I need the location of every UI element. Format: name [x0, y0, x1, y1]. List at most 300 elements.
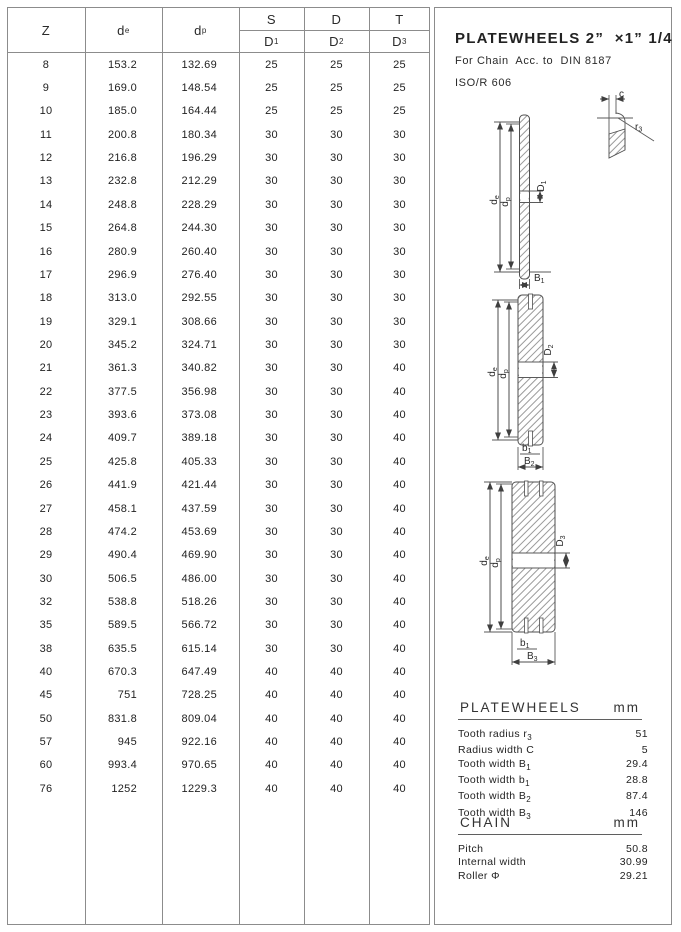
table-cell: 40 [393, 619, 406, 632]
spec-title: PLATEWHEELS [460, 700, 581, 715]
table-cell: 458.1 [107, 502, 137, 515]
table-cell: 538.8 [107, 595, 137, 608]
table-row [7, 730, 430, 753]
table-cell: 57 [39, 736, 53, 749]
table-cell: 280.9 [107, 245, 137, 258]
table-cell: 16 [39, 245, 53, 258]
triplex-sprocket-diagram [445, 475, 645, 680]
table-cell: 196.29 [181, 152, 217, 165]
table-cell: 40 [330, 736, 343, 749]
dp-dimension [490, 484, 512, 629]
table-cell: 40 [330, 712, 343, 725]
table-cell: 292.55 [181, 292, 217, 305]
table-cell: 30 [330, 268, 343, 281]
table-cell: 9 [42, 82, 50, 95]
table-cell: 40 [330, 782, 343, 795]
spec-row [458, 870, 648, 883]
table-cell: 30 [265, 409, 278, 422]
dim-label-dp: $d_p$ [490, 558, 502, 568]
table-cell: 40 [393, 689, 406, 702]
table-cell: 20 [39, 338, 53, 351]
table-cell: 38 [39, 642, 53, 655]
table-cell: 647.49 [181, 666, 217, 679]
table-cell: 30 [393, 198, 406, 211]
table-cell: 30 [330, 642, 343, 655]
column-header-d3: D 3 [392, 33, 407, 49]
table-cell: 25 [393, 82, 406, 95]
spec-unit: mm [613, 700, 640, 715]
table-row [7, 287, 430, 310]
table-row [7, 123, 430, 146]
column-header-d: D [331, 11, 342, 27]
table-row [7, 590, 430, 613]
table-cell: 40 [265, 666, 278, 679]
table-cell: 13 [39, 175, 53, 188]
table-row [7, 310, 430, 333]
table-cell: 409.7 [107, 432, 137, 445]
table-cell: 60 [39, 759, 53, 772]
table-cell: 25 [393, 105, 406, 118]
table-cell: 30 [330, 432, 343, 445]
table-cell: 185.0 [107, 105, 137, 118]
tooth-detail [597, 89, 654, 158]
table-cell: 30 [265, 268, 278, 281]
table-cell: 324.71 [181, 338, 217, 351]
table-cell: 76 [39, 782, 53, 795]
spec-label: Tooth width $b_1$ [458, 774, 530, 789]
table-cell: 15 [39, 222, 53, 235]
table-cell: 361.3 [107, 362, 137, 375]
table-cell: 40 [393, 479, 406, 492]
table-cell: 40 [393, 432, 406, 445]
table-cell: 30 [330, 362, 343, 375]
table-cell: 30 [330, 198, 343, 211]
dim-label-b3-cap: $B_3$ [527, 651, 538, 663]
table-row [7, 76, 430, 99]
table-cell: 30 [393, 292, 406, 305]
table-cell: 24 [39, 432, 53, 445]
chain-spec-header [458, 815, 642, 835]
column-header-d2: D 2 [329, 33, 344, 49]
table-cell: 30 [265, 152, 278, 165]
table-cell: 30 [393, 338, 406, 351]
table-cell: 751 [117, 689, 137, 702]
page-title: PLATEWHEELS 2” ×1” 1/4 [455, 30, 673, 47]
table-cell: 228.29 [181, 198, 217, 211]
table-cell: 30 [265, 315, 278, 328]
table-cell: 40 [330, 759, 343, 772]
table-cell: 19 [39, 315, 53, 328]
spec-label: Tooth width $B_1$ [458, 757, 532, 772]
table-cell: 40 [330, 689, 343, 702]
table-cell: 30 [39, 572, 53, 585]
table-cell: 180.34 [181, 128, 217, 141]
table-cell: 30 [330, 245, 343, 258]
table-row [7, 684, 430, 707]
table-cell: 377.5 [107, 385, 137, 398]
table-cell: 216.8 [107, 152, 137, 165]
table-cell: 30 [330, 619, 343, 632]
table-cell: 40 [393, 502, 406, 515]
table-row [7, 544, 430, 567]
table-cell: 30 [330, 338, 343, 351]
table-cell: 212.29 [181, 175, 217, 188]
table-cell: 148.54 [181, 82, 217, 95]
table-cell: 313.0 [107, 292, 137, 305]
table-cell: 40 [393, 642, 406, 655]
column-header-z: Z [41, 22, 51, 38]
table-row [7, 403, 430, 426]
table-cell: 232.8 [107, 175, 137, 188]
table-row [7, 473, 430, 496]
bore-dimension [555, 535, 567, 568]
table-cell: 30 [393, 222, 406, 235]
table-cell: 40 [393, 712, 406, 725]
table-cell: 30 [330, 222, 343, 235]
table-cell: 425.8 [107, 455, 137, 468]
dim-label-c: c [619, 89, 624, 100]
column-header-s: S [266, 11, 277, 27]
table-cell: 17 [39, 268, 53, 281]
table-cell: 40 [393, 666, 406, 679]
table-cell: 30 [330, 409, 343, 422]
dim-label-b1-cap: $B_1$ [534, 273, 545, 285]
table-cell: 30 [265, 549, 278, 562]
table-cell: 30 [265, 222, 278, 235]
table-cell: 30 [265, 175, 278, 188]
dim-label-de: $d_e$ [487, 367, 499, 377]
table-cell: 8 [42, 58, 50, 71]
table-cell: 30 [265, 198, 278, 211]
column-header-dp: d p [194, 22, 207, 38]
table-cell: 441.9 [107, 479, 137, 492]
spec-value: 87.4 [625, 790, 648, 803]
column-header-t: T [395, 11, 404, 27]
table-cell: 45 [39, 689, 53, 702]
dim-label-r3: r3 [635, 122, 643, 134]
table-cell: 30 [330, 595, 343, 608]
table-cell: 589.5 [107, 619, 137, 632]
spec-value: 51 [635, 728, 648, 740]
table-cell: 30 [265, 642, 278, 655]
table-cell: 30 [330, 292, 343, 305]
de-dimension [489, 122, 520, 272]
table-cell: 260.40 [181, 245, 217, 258]
table-cell: 23 [39, 409, 53, 422]
spec-row [458, 728, 648, 744]
table-row [7, 146, 430, 169]
spec-row [458, 843, 648, 856]
spec-label: Tooth width $B_3$ [458, 806, 532, 821]
table-cell: 970.65 [181, 759, 217, 772]
dim-label-de: $d_e$ [489, 195, 501, 205]
table-cell: 356.98 [181, 385, 217, 398]
dim-label-dp: $d_p$ [498, 369, 510, 379]
table-cell: 329.1 [107, 315, 137, 328]
spec-value: 29.21 [619, 869, 648, 882]
table-cell: 30 [265, 525, 278, 538]
duplex-sprocket-diagram [445, 290, 645, 482]
table-cell: 25 [39, 455, 53, 468]
table-cell: 469.90 [181, 549, 217, 562]
table-body [7, 53, 430, 801]
table-cell: 200.8 [107, 128, 137, 141]
table-row [7, 520, 430, 543]
table-cell: 670.3 [107, 666, 137, 679]
table-cell: 405.33 [181, 455, 217, 468]
table-cell: 40 [393, 572, 406, 585]
platewheels-spec-rows [458, 728, 650, 823]
table-row [7, 427, 430, 450]
table-cell: 40 [265, 782, 278, 795]
table-cell: 1229.3 [181, 782, 217, 795]
spec-row [458, 758, 648, 774]
table-cell: 18 [39, 292, 53, 305]
table-row [7, 707, 430, 730]
table-cell: 40 [265, 712, 278, 725]
table-cell: 30 [330, 128, 343, 141]
table-cell: 30 [330, 315, 343, 328]
spec-row [458, 744, 648, 757]
table-cell: 831.8 [107, 712, 137, 725]
table-cell: 30 [265, 572, 278, 585]
table-row [7, 53, 430, 76]
table-cell: 30 [265, 619, 278, 632]
spec-value: 29.4 [625, 757, 648, 770]
table-cell: 25 [330, 82, 343, 95]
spec-value: 146 [629, 806, 648, 819]
table-cell: 30 [330, 455, 343, 468]
table-cell: 490.4 [107, 549, 137, 562]
table-row [7, 240, 430, 263]
spec-label: Radius width C [458, 744, 535, 757]
table-cell: 40 [393, 455, 406, 468]
table-cell: 30 [330, 525, 343, 538]
table-cell: 40 [39, 666, 53, 679]
dp-dimension [498, 302, 518, 437]
spec-row [458, 774, 648, 790]
plate-section [520, 115, 544, 279]
table-cell: 30 [265, 362, 278, 375]
table-cell: 30 [330, 385, 343, 398]
table-cell: 30 [265, 245, 278, 258]
table-cell: 922.16 [181, 736, 217, 749]
table-cell: 30 [265, 502, 278, 515]
plate-section [512, 481, 570, 633]
table-cell: 40 [393, 736, 406, 749]
bore-dimension [543, 344, 555, 377]
column-header-d1: D 1 [264, 33, 279, 49]
table-cell: 40 [393, 385, 406, 398]
table-cell: 506.5 [107, 572, 137, 585]
table-cell: 40 [393, 782, 406, 795]
table-cell: 30 [265, 455, 278, 468]
table-cell: 566.72 [181, 619, 217, 632]
spec-label: Internal width [458, 856, 527, 869]
table-cell: 635.5 [107, 642, 137, 655]
table-cell: 345.2 [107, 338, 137, 351]
table-cell: 1252 [111, 782, 137, 795]
table-row [7, 357, 430, 380]
iso-standard-note: ISO/R 606 [455, 77, 512, 89]
table-cell: 40 [393, 595, 406, 608]
table-cell: 25 [265, 105, 278, 118]
table-cell: 28 [39, 525, 53, 538]
table-cell: 244.30 [181, 222, 217, 235]
spec-label: Tooth width $B_2$ [458, 790, 532, 805]
table-cell: 40 [265, 689, 278, 702]
spec-title: CHAIN [460, 815, 513, 830]
table-cell: 30 [330, 549, 343, 562]
table-cell: 993.4 [107, 759, 137, 772]
table-row [7, 193, 430, 216]
table-row [7, 333, 430, 356]
table-row [7, 660, 430, 683]
table-cell: 421.44 [181, 479, 217, 492]
table-cell: 14 [39, 198, 53, 211]
table-cell: 389.18 [181, 432, 217, 445]
width-dimensions [518, 443, 543, 470]
table-cell: 30 [393, 175, 406, 188]
table-cell: 30 [330, 152, 343, 165]
de-dimension [479, 482, 512, 632]
table-cell: 12 [39, 152, 53, 165]
bore-dimension [536, 180, 548, 202]
table-cell: 132.69 [181, 58, 217, 71]
table-cell: 25 [265, 82, 278, 95]
table-cell: 25 [330, 105, 343, 118]
table-row [7, 637, 430, 660]
table-cell: 30 [265, 292, 278, 305]
spec-row [458, 856, 648, 869]
table-cell: 25 [330, 58, 343, 71]
table-cell: 153.2 [107, 58, 137, 71]
table-cell: 40 [265, 736, 278, 749]
table-cell: 25 [393, 58, 406, 71]
spec-label: Roller Φ [458, 869, 500, 882]
table-cell: 30 [393, 152, 406, 165]
table-row [7, 567, 430, 590]
table-cell: 276.40 [181, 268, 217, 281]
table-cell: 22 [39, 385, 53, 398]
table-cell: 30 [393, 128, 406, 141]
spec-unit: mm [613, 815, 640, 830]
table-cell: 26 [39, 479, 53, 492]
dp-dimension [500, 124, 520, 269]
table-cell: 453.69 [181, 525, 217, 538]
dim-label-dp: $d_p$ [500, 197, 512, 207]
column-header-de: d e [117, 22, 130, 38]
table-cell: 164.44 [181, 105, 217, 118]
dim-label-d1: $D_1$ [536, 180, 548, 192]
table-cell: 728.25 [181, 689, 217, 702]
table-cell: 40 [393, 759, 406, 772]
spec-row [458, 790, 648, 806]
dim-label-de: $d_e$ [479, 556, 491, 566]
table-cell: 30 [265, 128, 278, 141]
plate-section [518, 294, 558, 446]
table-cell: 248.8 [107, 198, 137, 211]
spec-label: Tooth radius $r_3$ [458, 728, 533, 743]
table-cell: 169.0 [107, 82, 137, 95]
table-cell: 30 [330, 479, 343, 492]
table-row [7, 170, 430, 193]
table-cell: 29 [39, 549, 53, 562]
width-dimensions [512, 632, 555, 665]
simplex-sprocket-diagram [445, 88, 671, 295]
table-row [7, 217, 430, 240]
table-cell: 945 [117, 736, 137, 749]
table-cell: 393.6 [107, 409, 137, 422]
table-row [7, 100, 430, 123]
table-cell: 615.14 [181, 642, 217, 655]
platewheels-spec-header [458, 700, 642, 720]
table-cell: 50 [39, 712, 53, 725]
table-cell: 40 [393, 409, 406, 422]
table-row [7, 614, 430, 637]
dim-label-d3: $D_3$ [555, 535, 567, 547]
table-cell: 30 [265, 432, 278, 445]
spec-value: 28.8 [625, 774, 648, 787]
table-cell: 30 [393, 268, 406, 281]
table-row [7, 754, 430, 777]
table-cell: 30 [265, 479, 278, 492]
table-cell: 340.82 [181, 362, 217, 375]
table-cell: 308.66 [181, 315, 217, 328]
dim-label-d2: $D_2$ [543, 344, 555, 356]
table-cell: 30 [330, 175, 343, 188]
table-row [7, 450, 430, 473]
table-cell: 264.8 [107, 222, 137, 235]
table-cell: 32 [39, 595, 53, 608]
table-cell: 518.26 [181, 595, 217, 608]
table-row [7, 777, 430, 800]
dim-label-b1: $b_1$ [522, 443, 532, 455]
table-cell: 40 [265, 759, 278, 772]
table-cell: 40 [330, 666, 343, 679]
table-cell: 40 [393, 362, 406, 375]
chain-spec-list [458, 815, 650, 883]
spec-value: 30.99 [619, 856, 648, 869]
table-cell: 27 [39, 502, 53, 515]
table-cell: 30 [330, 502, 343, 515]
table-cell: 30 [330, 572, 343, 585]
table-cell: 296.9 [107, 268, 137, 281]
table-cell: 40 [393, 525, 406, 538]
table-cell: 30 [265, 338, 278, 351]
chain-spec-rows [458, 843, 650, 883]
table-cell: 25 [265, 58, 278, 71]
table-cell: 10 [39, 105, 53, 118]
table-cell: 21 [39, 362, 53, 375]
platewheels-spec-list [458, 700, 650, 823]
table-cell: 11 [39, 128, 53, 141]
table-row [7, 380, 430, 403]
table-cell: 486.00 [181, 572, 217, 585]
dim-label-b1: $b_1$ [520, 638, 530, 650]
table-cell: 30 [393, 245, 406, 258]
spec-value: 50.8 [625, 843, 648, 855]
table-cell: 30 [265, 595, 278, 608]
table-cell: 809.04 [181, 712, 217, 725]
table-cell: 474.2 [107, 525, 137, 538]
spec-label: Pitch [458, 843, 484, 855]
table-cell: 30 [393, 315, 406, 328]
table-row [7, 263, 430, 286]
dim-label-b2-cap: $B_2$ [524, 456, 535, 468]
table-cell: 35 [39, 619, 53, 632]
table-cell: 30 [265, 385, 278, 398]
